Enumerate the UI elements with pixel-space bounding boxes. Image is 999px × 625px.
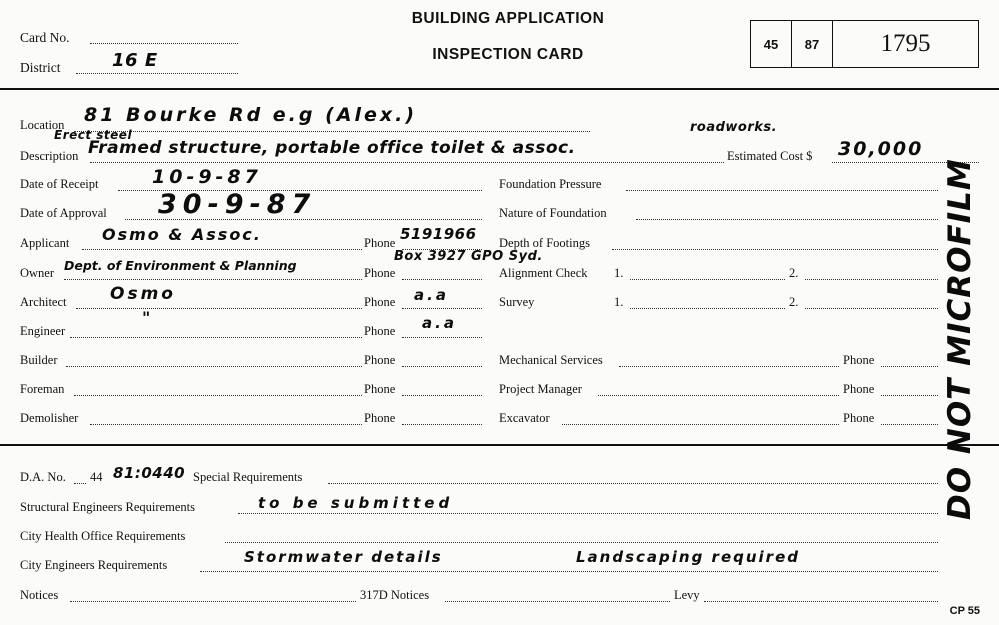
alignment-num-1: 1.	[614, 266, 624, 280]
notices-317d-label: 317D Notices	[360, 588, 430, 602]
district-label: District	[20, 60, 61, 75]
city-engineers-value-1: Stormwater details	[244, 548, 443, 566]
project-manager-line	[598, 395, 839, 396]
description-above: Erect steel	[54, 128, 133, 142]
architect-label: Architect	[20, 295, 67, 309]
structural-value: to be submitted	[258, 494, 454, 512]
date-approval-label: Date of Approval	[20, 206, 107, 220]
foundation-pressure-label: Foundation Pressure	[499, 177, 602, 191]
description-line	[90, 162, 724, 163]
foundation-pressure-line	[626, 190, 938, 191]
owner-line	[64, 279, 362, 280]
alignment-num-2: 2.	[789, 266, 799, 280]
box-cell-a: 45	[751, 21, 792, 67]
form-code: CP 55	[949, 605, 980, 617]
special-requirements-line	[328, 483, 938, 484]
city-engineers-label: City Engineers Requirements	[20, 558, 168, 572]
special-requirements-label: Special Requirements	[193, 470, 303, 484]
engineer-label: Engineer	[20, 324, 66, 338]
applicant-phone-label: Phone	[364, 236, 396, 250]
date-approval-value: 30-9-87	[158, 189, 317, 220]
city-health-line	[225, 542, 938, 543]
excavator-phone-label: Phone	[843, 411, 875, 425]
owner-phone-line	[402, 279, 482, 280]
box-cell-b: 87	[792, 21, 833, 67]
foreman-label: Foreman	[20, 382, 65, 396]
survey-num-1: 1.	[614, 295, 624, 309]
estimated-cost-label: Estimated Cost $	[727, 149, 813, 163]
alignment-line-2	[805, 279, 938, 280]
location-line	[74, 131, 590, 132]
project-manager-label: Project Manager	[499, 382, 582, 396]
owner-phone-label: Phone	[364, 266, 396, 280]
owner-label: Owner	[20, 266, 55, 280]
alignment-line-1	[630, 279, 785, 280]
foreman-phone-label: Phone	[364, 382, 396, 396]
mechanical-label: Mechanical Services	[499, 353, 603, 367]
description-label: Description	[20, 149, 79, 163]
demolisher-phone-line	[402, 424, 482, 425]
builder-phone-label: Phone	[364, 353, 396, 367]
architect-phone-line	[402, 308, 482, 309]
excavator-phone-line	[881, 424, 938, 425]
architect-phone-value: a.a	[414, 286, 449, 304]
structural-line	[238, 513, 938, 514]
da-prefix: 44	[90, 470, 103, 484]
survey-line-2	[805, 308, 938, 309]
notices-317d-line	[445, 601, 670, 602]
do-not-microfilm-stamp: DO NOT MICROFILM	[942, 158, 978, 520]
survey-num-2: 2.	[789, 295, 799, 309]
city-engineers-line	[200, 571, 938, 572]
card-no-line	[90, 43, 238, 44]
foreman-line	[74, 395, 362, 396]
builder-label: Builder	[20, 353, 58, 367]
demolisher-phone-label: Phone	[364, 411, 396, 425]
notices-label: Notices	[20, 588, 59, 602]
engineer-phone-value: a.a	[422, 314, 457, 332]
section-divider	[0, 444, 999, 446]
da-no-label: D.A. No.	[20, 470, 66, 484]
applicant-value: Osmo & Assoc.	[102, 225, 262, 244]
owner-value: Dept. of Environment & Planning	[64, 258, 297, 273]
architect-line	[76, 308, 362, 309]
depth-footings-line	[612, 249, 938, 250]
applicant-label: Applicant	[20, 236, 70, 250]
engineer-line	[70, 337, 362, 338]
city-health-label: City Health Office Requirements	[20, 529, 186, 543]
location-label: Location	[20, 118, 65, 132]
header-divider	[0, 88, 999, 90]
excavator-label: Excavator	[499, 411, 550, 425]
excavator-line	[562, 424, 839, 425]
mechanical-line	[619, 366, 839, 367]
levy-label: Levy	[674, 588, 700, 602]
card-number-box	[750, 20, 979, 68]
foreman-phone-line	[402, 395, 482, 396]
da-no-line	[74, 483, 86, 484]
builder-line	[66, 366, 362, 367]
engineer-phone-line	[402, 337, 482, 338]
box-card-number: 1795	[880, 30, 931, 57]
date-receipt-value: 10-9-87	[152, 166, 262, 188]
description-extra: roadworks.	[690, 120, 778, 135]
location-value: 81 Bourke Rd e.g (Alex.)	[84, 104, 418, 126]
project-manager-phone-line	[881, 395, 938, 396]
architect-phone-label: Phone	[364, 295, 396, 309]
estimated-cost-value: 30,000	[838, 138, 924, 160]
owner-phone-value: Box 3927 GPO Syd.	[394, 249, 543, 264]
depth-footings-label: Depth of Footings	[499, 236, 590, 250]
demolisher-line	[90, 424, 362, 425]
alignment-check-label: Alignment Check	[499, 266, 588, 280]
description-value: Framed structure, portable office toilet & assoc.	[88, 138, 576, 158]
nature-foundation-line	[636, 219, 938, 220]
architect-value: Osmo	[110, 284, 176, 304]
applicant-phone-value: 5191966	[400, 225, 477, 243]
notices-line	[70, 601, 356, 602]
card-title-line1: BUILDING APPLICATION	[411, 10, 605, 27]
mechanical-phone-line	[881, 366, 938, 367]
structural-label: Structural Engineers Requirements	[20, 500, 195, 514]
applicant-line	[82, 249, 362, 250]
engineer-value: "	[142, 308, 151, 327]
district-line	[76, 73, 238, 74]
city-engineers-value-2: Landscaping required	[576, 548, 800, 566]
survey-line-1	[630, 308, 785, 309]
date-receipt-label: Date of Receipt	[20, 177, 99, 191]
da-value: 81:0440	[113, 464, 186, 482]
district-value: 16 E	[112, 50, 158, 71]
demolisher-label: Demolisher	[20, 411, 79, 425]
card-title-line2: INSPECTION CARD	[432, 46, 584, 63]
mechanical-phone-label: Phone	[843, 353, 875, 367]
card-no-label: Card No.	[20, 30, 70, 45]
survey-label: Survey	[499, 295, 535, 309]
builder-phone-line	[402, 366, 482, 367]
levy-line	[704, 601, 938, 602]
project-manager-phone-label: Phone	[843, 382, 875, 396]
nature-foundation-label: Nature of Foundation	[499, 206, 607, 220]
engineer-phone-label: Phone	[364, 324, 396, 338]
